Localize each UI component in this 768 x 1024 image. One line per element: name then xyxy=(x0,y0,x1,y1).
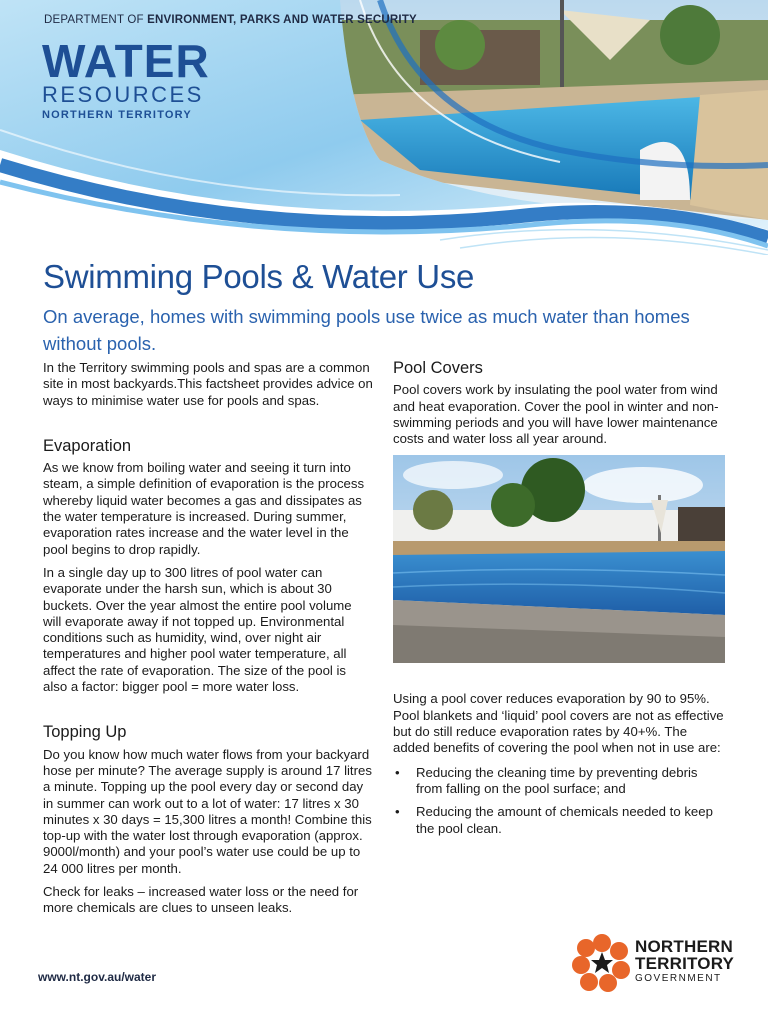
department-name xyxy=(44,14,417,26)
logo-resources: RESOURCES xyxy=(42,82,204,107)
nt-word-northern: NORTHERN xyxy=(635,937,733,956)
logo-water: WATER xyxy=(42,35,210,87)
intro-paragraph: In the Territory swimming pools and spas are a common site in most backyards.This factsheet provides advice on ways to minimise water use for pools and spas. xyxy=(43,360,373,408)
pool-covers-paragraph-1: Pool covers work by insulating the pool water from wind and heat evaporation. Cover the pool in winter and non-swimming periods and you will have lower maintenance costs and water loss all year around. xyxy=(393,382,719,447)
desert-rose-icon xyxy=(572,932,632,992)
evaporation-paragraph-2: In a single day up to 300 litres of pool water can evaporate under the harsh sun, which is about 30 buckets. Over the year almost the entire pool volume will evaporate away if not topped up. Environmental conditions such as humidity, wind, over night air temperatures and higher pool water temperature, all affect the rate of evaporation. The size of the pool is also a factor: bigger pool = more water loss. xyxy=(43,564,352,695)
website-url[interactable]: www.nt.gov.au/water xyxy=(38,970,157,984)
department-title: ENVIRONMENT, PARKS AND WATER SECURITY xyxy=(147,14,417,26)
water-resources-logo xyxy=(42,35,210,121)
department-prefix: DEPARTMENT OF xyxy=(44,14,148,26)
nt-word-territory: TERRITORY xyxy=(635,954,735,973)
list-item xyxy=(393,765,725,798)
page-subtitle: On average, homes with swimming pools use twice as much water than homes without pools. xyxy=(43,306,690,354)
nt-government-logo xyxy=(572,932,747,992)
covered-pool-photo xyxy=(393,455,725,663)
list-item-text: Reducing the amount of chemicals needed to keep the pool clean. xyxy=(416,804,713,836)
list-item xyxy=(393,804,725,837)
nt-wordmark xyxy=(635,938,734,984)
topping-up-paragraph-2: Check for leaks – increased water loss or the need for more chemicals are clues to unseen leaks. xyxy=(43,884,359,916)
header-banner xyxy=(0,0,768,255)
topping-up-heading: Topping Up xyxy=(43,723,127,742)
list-item-text: Reducing the cleaning time by preventing debris from falling on the pool surface; and xyxy=(416,764,698,796)
bullet-icon: • xyxy=(395,804,400,820)
bullet-icon: • xyxy=(395,764,400,780)
topping-up-paragraph-1: Do you know how much water flows from your backyard hose per minute? The average supply is around 17 litres a minute. Topping up the pool every day or second day in summer can work out to a lot of water: 17 litres x 30 minutes x 30 days = 15,300 litres a month! Combine this top-up with the water lost through evaporation (approx. 9000l/month) and your pool’s water use could be up to 24 000 litres per month. xyxy=(43,746,372,876)
nt-word-government: GOVERNMENT xyxy=(635,973,722,984)
pool-covers-paragraph-2: Using a pool cover reduces evaporation by 90 to 95%. Pool blankets and ‘liquid’ pool covers are not as effective but do still reduce evaporation rates by 40+%. The added benefits of covering the pool when not in use are: xyxy=(393,691,724,756)
pool-covers-heading: Pool Covers xyxy=(393,359,483,377)
logo-northern-territory: NORTHERN TERRITORY xyxy=(42,109,192,121)
page-title: Swimming Pools & Water Use xyxy=(43,258,475,295)
evaporation-paragraph-1: As we know from boiling water and seeing it turn into steam, a simple definition of evaporation is the process whereby liquid water becomes a gas and dissipates as the water temperature is increased. During summer, evaporation rates increase and the water level in the pool begins to drop rapidly. xyxy=(43,460,365,557)
evaporation-heading: Evaporation xyxy=(43,436,132,455)
left-column xyxy=(43,360,373,924)
benefits-list xyxy=(393,765,725,837)
right-column xyxy=(393,360,725,844)
